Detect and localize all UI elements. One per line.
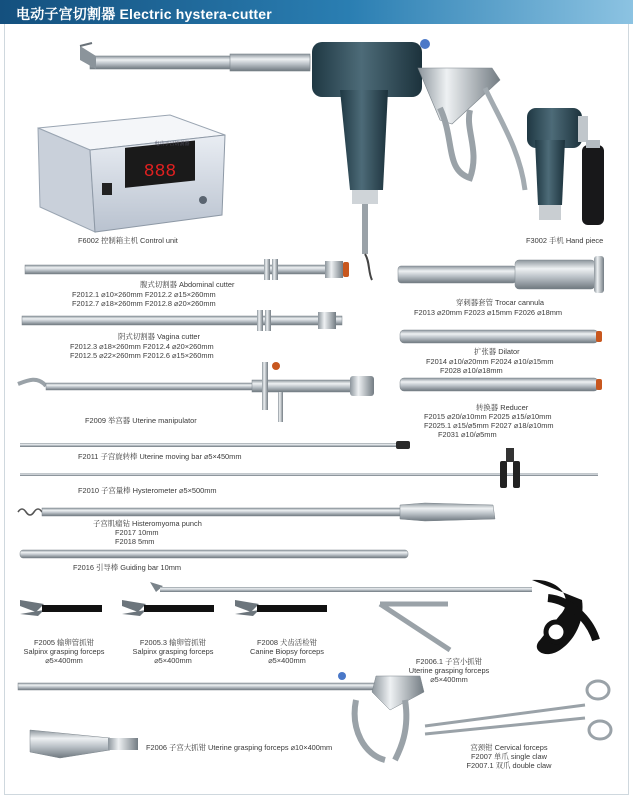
trocar-title: 穿刺器套管 Trocar cannula [456,298,545,307]
dilator-illustration [400,330,602,343]
cervical-forceps-illustration [425,681,611,739]
vagina-cutter-illustration [22,310,342,331]
cervical-spec-2: F2007 单爪 single claw [471,752,547,761]
abdominal-cutter-spec-2: F2012.7 ⌀18×260mm F2012.8 ⌀20×260mm [72,299,216,308]
myoma-punch-spec-2: F2018 5mm [115,537,155,546]
lock-knob-icon [272,362,280,370]
trocar-cannula-illustration [398,256,604,293]
cervical-spec-1: 宫颈钳 Cervical forceps [470,743,548,752]
canine-spec-3: ⌀5×400mm [268,656,306,665]
reducer-illustration [400,378,602,391]
dilator-title: 扩张器 Dilator [474,347,520,356]
control-unit-display: 888 [143,162,177,182]
uterine-small-spec-2: Uterine grasping forceps [408,666,490,675]
connector-port-icon [199,196,207,204]
guiding-bar-label: F2016 引导棒 Guiding bar 10mm [73,563,182,572]
reducer-spec-2: F2025.1 ⌀15/⌀5mm F2027 ⌀18/⌀10mm [424,421,554,430]
dilator-spec-2: F2028 ⌀10/⌀18mm [440,366,503,375]
abdominal-cutter-illustration [25,259,349,280]
hysterometer-label: F2010 子宫量棒 Hysterometer ⌀5×500mm [78,486,217,495]
salpinx-1-spec-1: F2005 输卵管抓钳 [34,638,94,647]
control-unit-caption: 电动子宫切割器 [154,141,190,147]
cervical-spec-3: F2007.1 双爪 double claw [466,761,552,770]
power-switch-icon [102,183,112,195]
myoma-punch-title: 子宫肌瘤钻 Histeromyoma punch [93,519,202,528]
abdominal-cutter-spec-1: F2012.1 ⌀10×260mm F2012.2 ⌀15×260mm [72,290,216,299]
page-title: 电动子宫切割器 Electric hystera-cutter [16,6,272,22]
vagina-cutter-spec-1: F2012.3 ⌀18×260mm F2012.4 ⌀20×260mm [70,342,214,351]
uterine-moving-bar-illustration [20,441,410,449]
uterine-small-spec-1: F2006.1 子宫小抓钳 [415,657,483,666]
guiding-bar-illustration [20,550,408,558]
reducer-spec-3: F2031 ⌀10/⌀5mm [438,430,497,439]
salpinx-1-spec-3: ⌀5×400mm [45,656,83,665]
uterine-large-label: F2006 子宫大抓钳 Uterine grasping forceps ⌀10×400mm [146,743,333,752]
salpinx-1-spec-2: Salpinx grasping forceps [23,647,105,656]
uterine-small-spec-3: ⌀5×400mm [430,675,468,684]
salpinx-2-spec-2: Salpinx grasping forceps [132,647,214,656]
myoma-punch-spec-1: F2017 10mm [115,528,159,537]
reducer-spec-1: F2015 ⌀20/⌀10mm F2025 ⌀15/⌀10mm [424,412,552,421]
vagina-cutter-title: 阴式切割器 Vagina cutter [118,332,201,341]
control-unit-illustration [38,115,225,232]
canine-spec-1: F2008 犬齿活检钳 [257,638,317,647]
reducer-title: 转换器 Reducer [476,403,529,412]
salpinx-2-spec-3: ⌀5×400mm [154,656,192,665]
salpinx-2-spec-1: F2005.3 输卵管抓钳 [139,638,207,647]
hand-piece-illustration [527,108,604,225]
control-unit-label: F6002 控制箱主机 Control unit [78,236,178,245]
control-knob-icon [420,39,430,49]
canine-forceps-illustration [235,600,327,616]
uterine-moving-bar-label: F2011 子宫旋转棒 Uterine moving bar ⌀5×450mm [78,452,242,461]
vagina-cutter-spec-2: F2012.5 ⌀22×260mm F2012.6 ⌀15×260mm [70,351,214,360]
uterine-manipulator-illustration [18,362,374,422]
rotation-knob-icon [338,672,346,680]
myoma-punch-illustration [18,503,495,521]
abdominal-cutter-title: 腹式切割器 Abdominal cutter [140,280,235,289]
uterine-manipulator-label: F2009 举宫器 Uterine manipulator [85,416,197,425]
trocar-spec-1: F2013 ⌀20mm F2023 ⌀15mm F2026 ⌀18mm [414,308,563,317]
salpinx-forceps-1-illustration [20,600,102,616]
hand-piece-label: F3002 手机 Hand piece [526,236,604,245]
salpinx-forceps-2-illustration [122,600,214,616]
dilator-spec-1: F2014 ⌀10/⌀20mm F2024 ⌀10/⌀15mm [426,357,554,366]
canine-spec-2: Canine Biopsy forceps [250,647,324,656]
